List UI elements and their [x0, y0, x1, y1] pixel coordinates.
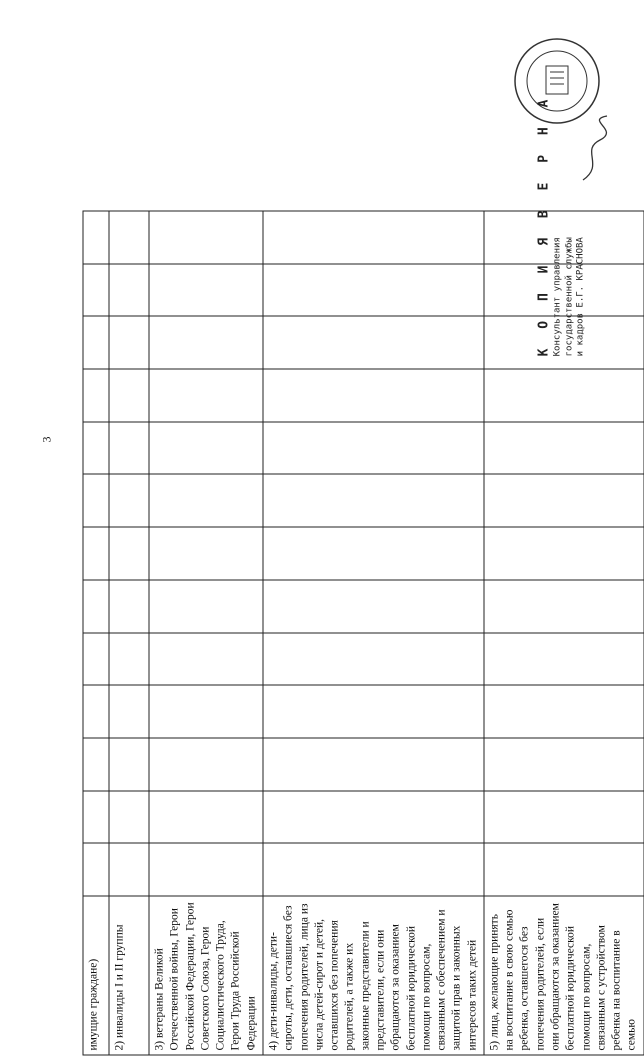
table-wrapper [83, 211, 589, 1056]
empty-cell [149, 369, 263, 422]
empty-cell [263, 843, 484, 896]
row-label: имущие граждане) [83, 896, 109, 1055]
empty-cell [109, 369, 149, 422]
empty-cell [109, 211, 149, 264]
empty-cell [149, 211, 263, 264]
page-number: 3 [40, 437, 55, 443]
empty-cell [83, 685, 109, 738]
empty-cell [109, 527, 149, 580]
empty-cell [484, 580, 644, 633]
empty-cell [484, 843, 644, 896]
certification-line: государственной службы [564, 94, 575, 357]
empty-cell [109, 791, 149, 844]
certification-title: К О П И Я В Е Р Н А [536, 94, 552, 357]
empty-cell [484, 369, 644, 422]
table-row [83, 211, 109, 1055]
empty-cell [109, 580, 149, 633]
empty-cell [109, 633, 149, 686]
empty-cell [484, 527, 644, 580]
row-label: 4) дети-инвалиды, дети-сироты, дети, оставшиеся без попечения родителей, лица из числа детей-сирот и детей, оставшихся без попечения родителей, а также их законные представители и представители, если они обращаются за оказанием бесплатной юридической помощи по вопросам, связанным с обеспечением и защитой прав и законных интересов таких детей [263, 896, 484, 1055]
table-row [149, 211, 263, 1055]
empty-cell [149, 791, 263, 844]
empty-cell [263, 211, 484, 264]
empty-cell [109, 843, 149, 896]
empty-cell [149, 580, 263, 633]
empty-cell [83, 527, 109, 580]
empty-cell [149, 422, 263, 475]
empty-cell [484, 791, 644, 844]
empty-cell [263, 475, 484, 528]
empty-cell [484, 475, 644, 528]
empty-cell [83, 422, 109, 475]
empty-cell [109, 264, 149, 317]
empty-cell [109, 475, 149, 528]
empty-cell [83, 264, 109, 317]
row-label: 2) инвалиды I и II группы [109, 896, 149, 1055]
empty-cell [109, 685, 149, 738]
empty-cell [149, 685, 263, 738]
signature-icon [575, 110, 615, 190]
empty-cell [149, 264, 263, 317]
certification-line: и кадров Е.Г. КРАСНОВА [575, 94, 586, 357]
empty-cell [263, 527, 484, 580]
empty-cell [263, 422, 484, 475]
table-row [263, 211, 484, 1055]
row-label: 3) ветераны Великой Отечественной войны, Герои Российской Федерации, Герои Советского Союза, Герои Социалистического Труда, Герои Труда Российской Федерации [149, 896, 263, 1055]
empty-cell [484, 633, 644, 686]
empty-cell [149, 843, 263, 896]
empty-cell [149, 633, 263, 686]
empty-cell [109, 316, 149, 369]
empty-cell [109, 422, 149, 475]
empty-cell [263, 738, 484, 791]
empty-cell [149, 475, 263, 528]
empty-cell [263, 316, 484, 369]
empty-cell [149, 316, 263, 369]
empty-cell [484, 685, 644, 738]
empty-cell [149, 527, 263, 580]
empty-cell [484, 422, 644, 475]
empty-cell [83, 580, 109, 633]
row-label: 5) лица, желающие принять на воспитание в свою семью ребенка, оставшегося без попечения родителей, если они обращаются за оказанием бесплатной юридической помощи по вопросам, связанным с устройством ребенка на воспитание в семью [484, 896, 644, 1055]
empty-cell [83, 843, 109, 896]
empty-cell [83, 211, 109, 264]
empty-cell [149, 738, 263, 791]
empty-cell [83, 738, 109, 791]
empty-cell [83, 475, 109, 528]
empty-cell [263, 580, 484, 633]
table-row [109, 211, 149, 1055]
certification-line: Консультант управления [553, 94, 564, 357]
empty-cell [263, 369, 484, 422]
empty-cell [83, 369, 109, 422]
empty-cell [263, 685, 484, 738]
empty-cell [484, 738, 644, 791]
empty-cell [83, 791, 109, 844]
empty-cell [109, 738, 149, 791]
empty-cell [83, 316, 109, 369]
empty-cell [83, 633, 109, 686]
empty-cell [263, 791, 484, 844]
empty-cell [263, 264, 484, 317]
empty-cell [263, 633, 484, 686]
